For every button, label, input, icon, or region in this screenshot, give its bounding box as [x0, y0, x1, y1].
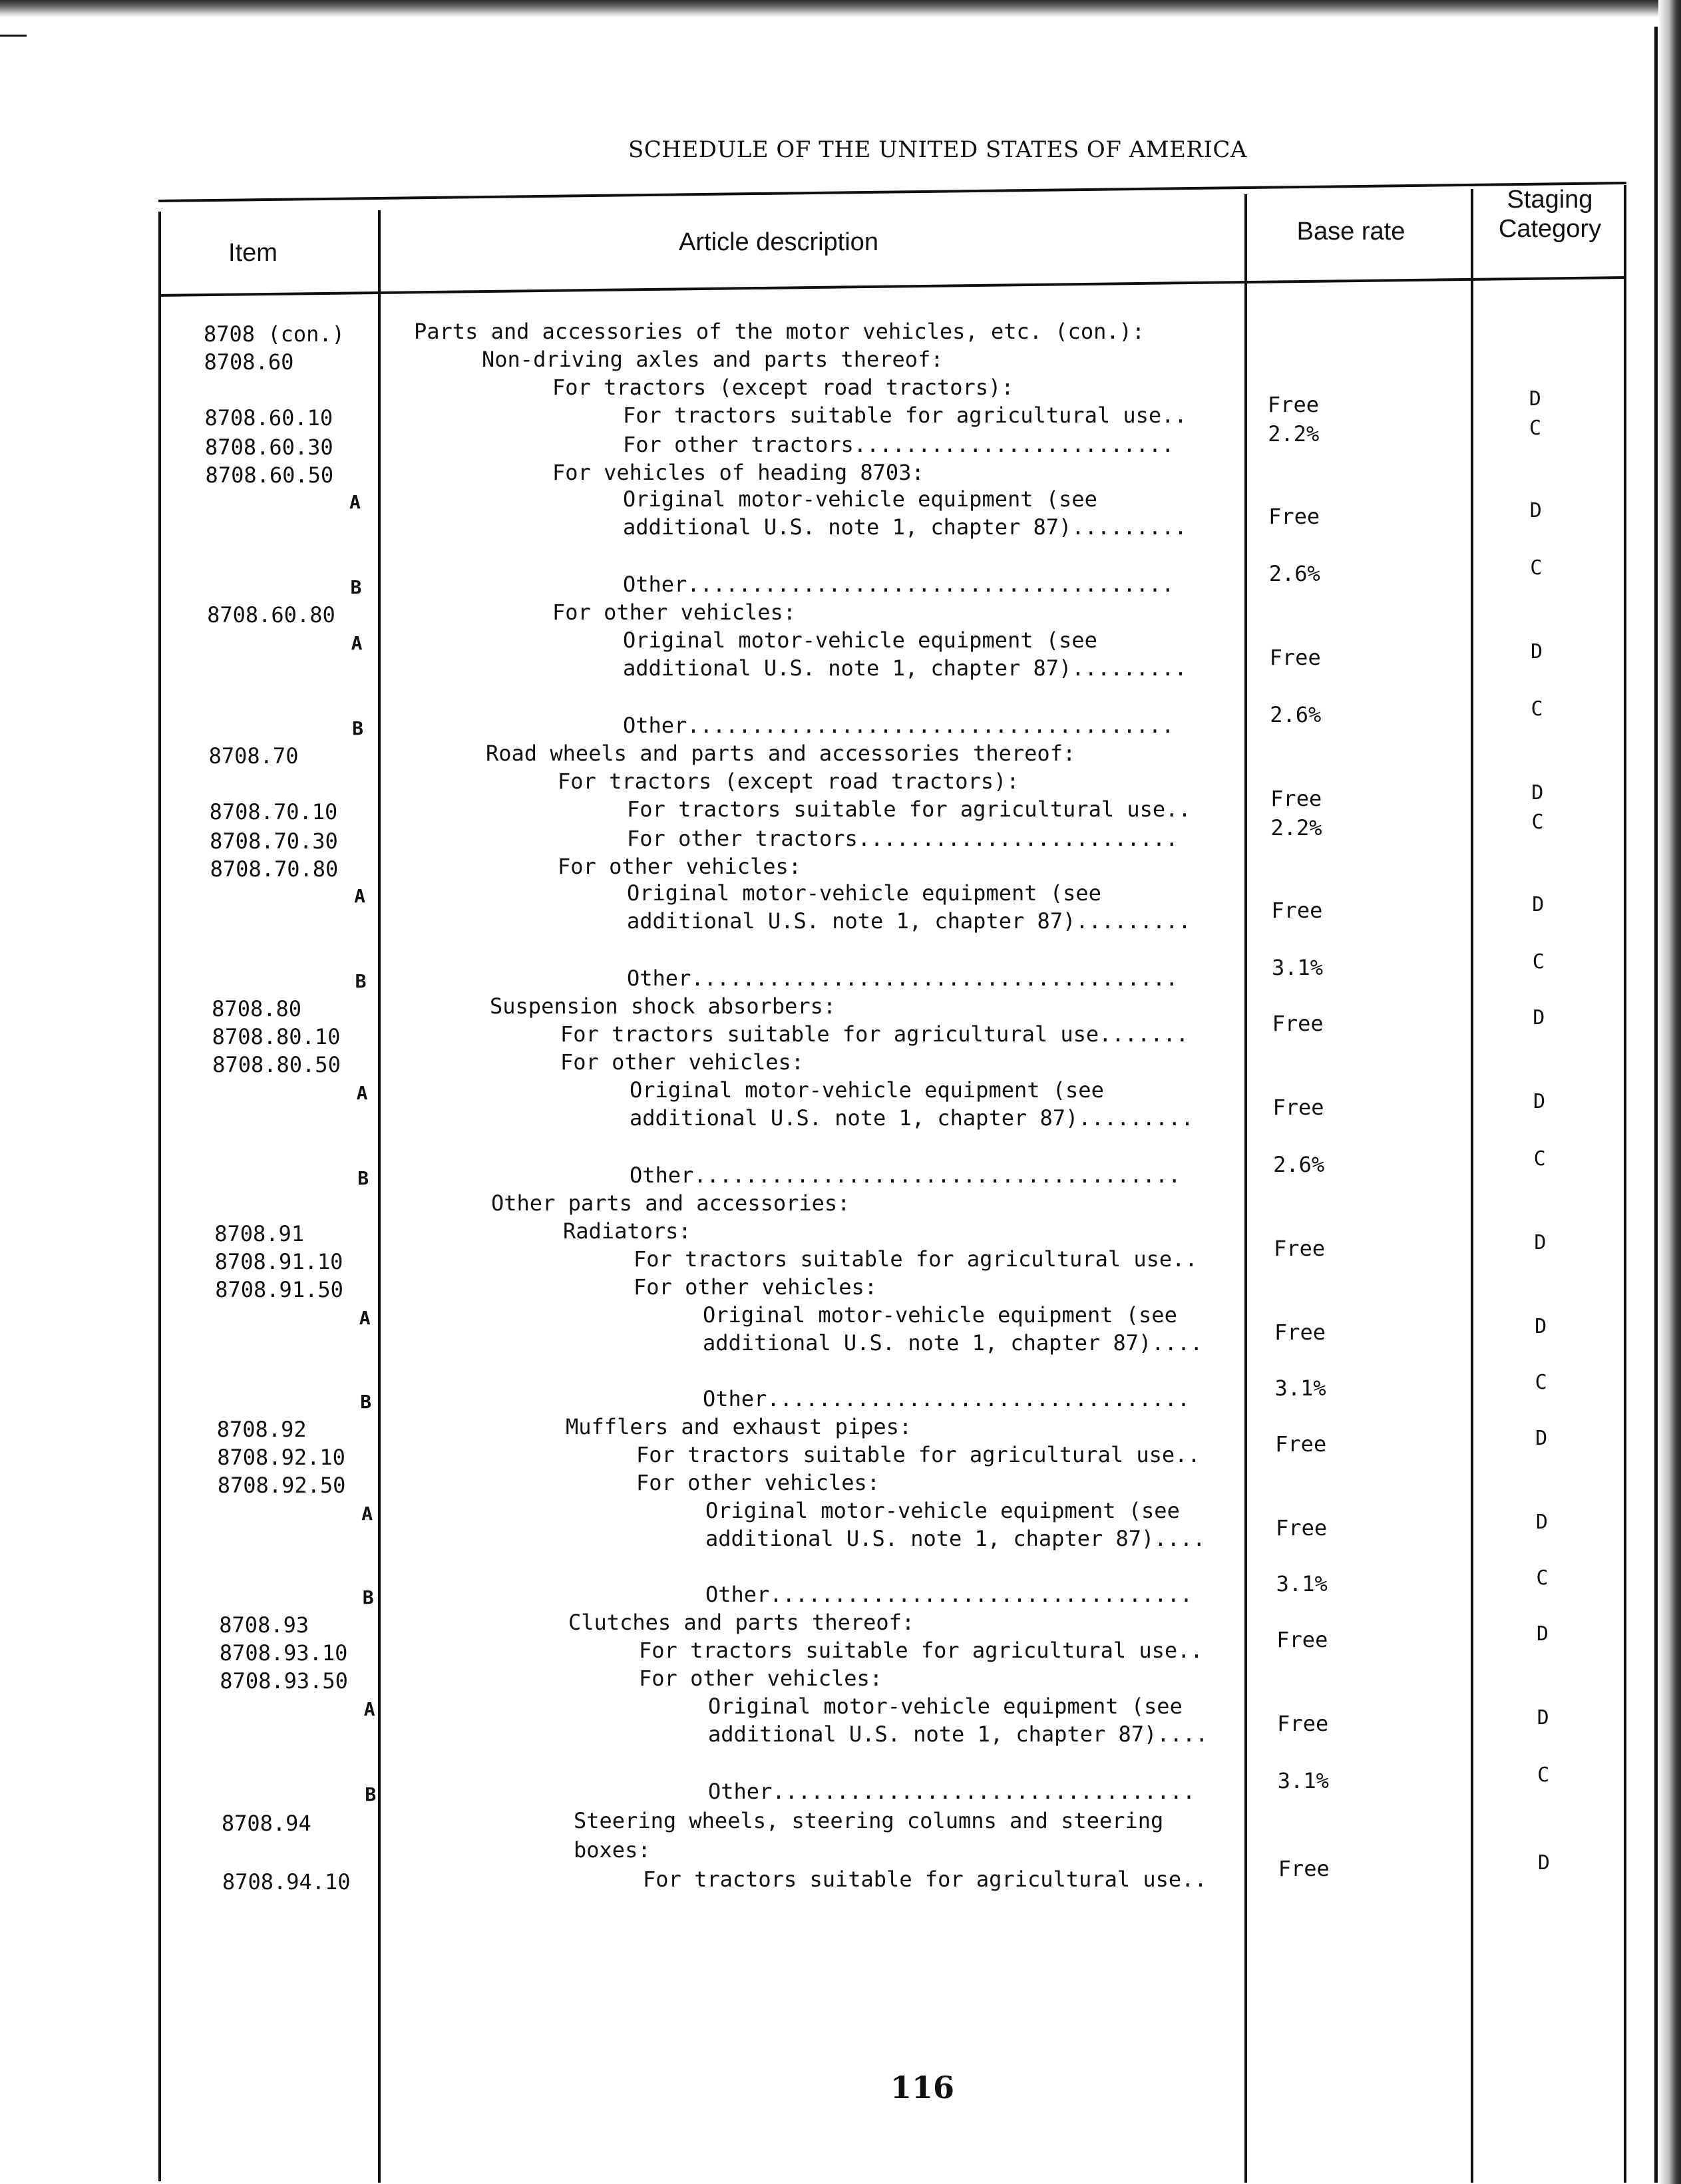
staging-category: D: [1535, 1315, 1547, 1338]
item-subdivision: B: [365, 1783, 377, 1805]
staging-category: C: [1533, 1147, 1546, 1171]
article-description: For other vehicles:: [552, 600, 797, 625]
base-rate: Free: [1272, 1011, 1324, 1036]
article-description: Radiators:: [563, 1218, 691, 1244]
article-description: Original motor-vehicle equipment (see: [623, 628, 1097, 653]
item-number: 8708.80.50: [212, 1052, 341, 1077]
page-title: SCHEDULE OF THE UNITED STATES OF AMERICA: [628, 136, 1247, 163]
base-rate: Free: [1274, 1320, 1326, 1345]
article-description: Other.................................: [703, 1386, 1191, 1411]
staging-category: C: [1532, 950, 1545, 974]
staging-category: D: [1536, 1622, 1549, 1646]
article-description: Mufflers and exhaust pipes:: [566, 1414, 912, 1439]
staging-category: D: [1533, 1090, 1546, 1113]
base-rate: Free: [1278, 1856, 1330, 1881]
item-number: 8708.94: [221, 1811, 311, 1836]
table-top-rule: [158, 182, 1626, 202]
item-number: 8708.80.10: [212, 1024, 341, 1049]
base-rate: 2.6%: [1270, 702, 1322, 727]
item-number: 8708.91.50: [215, 1277, 343, 1302]
staging-category: D: [1532, 893, 1545, 916]
table-left-rule: [158, 212, 161, 2181]
article-description: Parts and accessories of the motor vehicles, etc. (con.):: [414, 319, 1145, 344]
article-description: additional U.S. note 1, chapter 87)....: [705, 1526, 1206, 1551]
staging-category: C: [1537, 1763, 1550, 1787]
article-description: Steering wheels, steering columns and steering: [574, 1808, 1164, 1833]
article-description: For tractors suitable for agricultural use..: [627, 797, 1191, 822]
rate-stage-divider: [1471, 189, 1473, 2183]
article-description: For tractors suitable for agricultural use..: [643, 1867, 1207, 1892]
article-description: For tractors (except road tractors):: [552, 375, 1014, 400]
item-number: 8708.60.50: [205, 462, 334, 488]
article-description: For tractors suitable for agricultural use..: [636, 1442, 1201, 1467]
article-description: For tractors suitable for agricultural use.......: [560, 1021, 1189, 1047]
base-rate: 2.2%: [1270, 815, 1322, 840]
base-rate: 2.6%: [1268, 561, 1320, 586]
item-number: 8708.93.50: [220, 1668, 348, 1694]
item-subdivision: A: [363, 1698, 375, 1720]
item-subdivision: B: [350, 576, 362, 598]
article-description: additional U.S. note 1, chapter 87).........: [623, 514, 1187, 540]
base-rate: 2.6%: [1273, 1152, 1325, 1177]
staging-category: D: [1535, 1427, 1548, 1450]
item-subdivision: A: [351, 632, 363, 654]
article-description: Clutches and parts thereof:: [568, 1610, 915, 1635]
item-number: 8708.70.30: [210, 828, 338, 854]
article-description: Other......................................: [623, 713, 1175, 738]
article-description: Original motor-vehicle equipment (see: [705, 1498, 1180, 1523]
article-description: For tractors suitable for agricultural use..: [634, 1246, 1198, 1272]
staging-category: D: [1529, 499, 1542, 522]
table-right-rule: [1624, 185, 1626, 2183]
base-rate: Free: [1269, 645, 1321, 670]
base-rate: Free: [1277, 1711, 1329, 1736]
article-description: For other tractors.........................: [627, 826, 1179, 851]
base-rate: Free: [1274, 1236, 1326, 1261]
scan-right-inner-line: [1654, 27, 1658, 2183]
item-number: 8708.91: [214, 1221, 305, 1246]
staging-category: D: [1529, 387, 1541, 411]
scan-corner-mark: [0, 35, 27, 37]
item-number: 8708.93.10: [219, 1640, 348, 1666]
article-description: Suspension shock absorbers:: [490, 994, 837, 1019]
item-number: 8708.92: [216, 1417, 307, 1442]
item-subdivision: A: [361, 1503, 373, 1525]
staging-category: C: [1530, 556, 1543, 580]
item-subdivision: B: [360, 1391, 372, 1413]
article-description: Original motor-vehicle equipment (see: [627, 880, 1101, 906]
article-description: additional U.S. note 1, chapter 87).........: [627, 908, 1191, 934]
base-rate: 3.1%: [1271, 955, 1324, 980]
article-description: additional U.S. note 1, chapter 87).........: [630, 1105, 1194, 1131]
item-subdivision: A: [349, 491, 361, 513]
staging-category: C: [1531, 697, 1543, 721]
item-number: 8708.91.10: [214, 1249, 343, 1274]
item-subdivision: B: [362, 1586, 374, 1608]
base-rate: Free: [1271, 898, 1323, 923]
article-description: For other vehicles:: [636, 1470, 880, 1495]
article-description: Other.................................: [705, 1582, 1193, 1607]
scan-top-edge: [0, 0, 1681, 17]
staging-category: C: [1536, 1566, 1549, 1590]
article-description: Other......................................: [627, 966, 1179, 991]
article-description: For tractors suitable for agricultural use..: [639, 1638, 1203, 1663]
header-staging-category: Staging Category: [1498, 186, 1602, 243]
base-rate: Free: [1268, 504, 1320, 529]
article-description: For tractors suitable for agricultural use..: [623, 403, 1187, 428]
article-description: additional U.S. note 1, chapter 87).........: [623, 655, 1187, 681]
scan-right-edge: [1658, 0, 1681, 2184]
staging-category: D: [1531, 640, 1543, 663]
staging-category: D: [1537, 1851, 1550, 1875]
base-rate: Free: [1276, 1515, 1328, 1541]
article-description: Other.................................: [708, 1779, 1196, 1804]
staging-category: D: [1534, 1231, 1547, 1254]
item-number: 8708.70.10: [209, 799, 338, 824]
item-number: 8708.60.10: [204, 405, 333, 431]
base-rate: 2.2%: [1268, 421, 1320, 447]
item-number: 8708.60.80: [207, 602, 335, 628]
staging-category: D: [1537, 1706, 1549, 1729]
item-number: 8708.70.80: [210, 856, 339, 882]
item-number: 8708.92.50: [217, 1473, 346, 1498]
article-description: Other......................................: [623, 572, 1175, 597]
article-description: Other......................................: [630, 1163, 1181, 1188]
staging-category: C: [1531, 811, 1544, 834]
desc-rate-divider: [1244, 194, 1247, 2183]
base-rate: 3.1%: [1276, 1571, 1328, 1596]
item-number: 8708.60.30: [205, 435, 333, 460]
base-rate: 3.1%: [1277, 1768, 1329, 1793]
staging-category: C: [1529, 417, 1542, 440]
item-subdivision: A: [356, 1082, 368, 1104]
article-description: additional U.S. note 1, chapter 87)....: [703, 1330, 1203, 1356]
base-rate: Free: [1267, 392, 1319, 417]
item-subdivision: B: [352, 717, 363, 739]
base-rate: Free: [1272, 1095, 1324, 1120]
item-number: 8708.93: [219, 1612, 309, 1638]
item-subdivision: A: [354, 885, 365, 907]
page-number: 116: [890, 2070, 955, 2105]
article-description: For other vehicles:: [560, 1049, 805, 1075]
staging-category: D: [1531, 781, 1544, 805]
staging-category: C: [1535, 1371, 1547, 1394]
article-description: Original motor-vehicle equipment (see: [708, 1694, 1183, 1719]
header-article-description: Article description: [679, 228, 878, 256]
base-rate: Free: [1276, 1627, 1328, 1652]
header-base-rate: Base rate: [1296, 218, 1405, 246]
base-rate: 3.1%: [1274, 1375, 1326, 1401]
staging-category: D: [1535, 1511, 1548, 1534]
base-rate: Free: [1270, 786, 1322, 811]
article-description: For other vehicles:: [634, 1274, 878, 1300]
article-description: For other tractors.........................: [623, 432, 1175, 457]
staging-category: D: [1533, 1006, 1545, 1029]
article-description: Other parts and accessories:: [491, 1190, 850, 1216]
article-description: Non-driving axles and parts thereof:: [482, 347, 944, 372]
item-number: 8708.94.10: [222, 1869, 351, 1895]
article-description: boxes:: [574, 1837, 651, 1863]
item-subdivision: B: [357, 1167, 369, 1189]
article-description: additional U.S. note 1, chapter 87)....: [708, 1722, 1209, 1747]
header-item: Item: [228, 239, 278, 267]
item-subdivision: A: [359, 1307, 371, 1329]
item-desc-divider: [378, 210, 381, 2183]
article-description: For vehicles of heading 8703:: [552, 460, 924, 485]
article-description: For tractors (except road tractors):: [558, 769, 1020, 794]
article-description: Original motor-vehicle equipment (see: [623, 486, 1097, 512]
base-rate: Free: [1275, 1431, 1327, 1457]
article-description: Original motor-vehicle equipment (see: [703, 1302, 1177, 1328]
item-number: 8708.80: [212, 996, 302, 1021]
item-number: 8708.70: [208, 743, 299, 769]
article-description: Original motor-vehicle equipment (see: [630, 1077, 1104, 1103]
item-subdivision: B: [355, 970, 367, 992]
item-number: 8708.92.10: [217, 1445, 345, 1470]
article-description: Road wheels and parts and accessories thereof:: [486, 741, 1076, 766]
article-description: For other vehicles:: [558, 854, 802, 879]
article-description: For other vehicles:: [639, 1666, 883, 1691]
item-number: 8708 (con.): [204, 321, 345, 347]
item-number: 8708.60: [204, 349, 294, 375]
